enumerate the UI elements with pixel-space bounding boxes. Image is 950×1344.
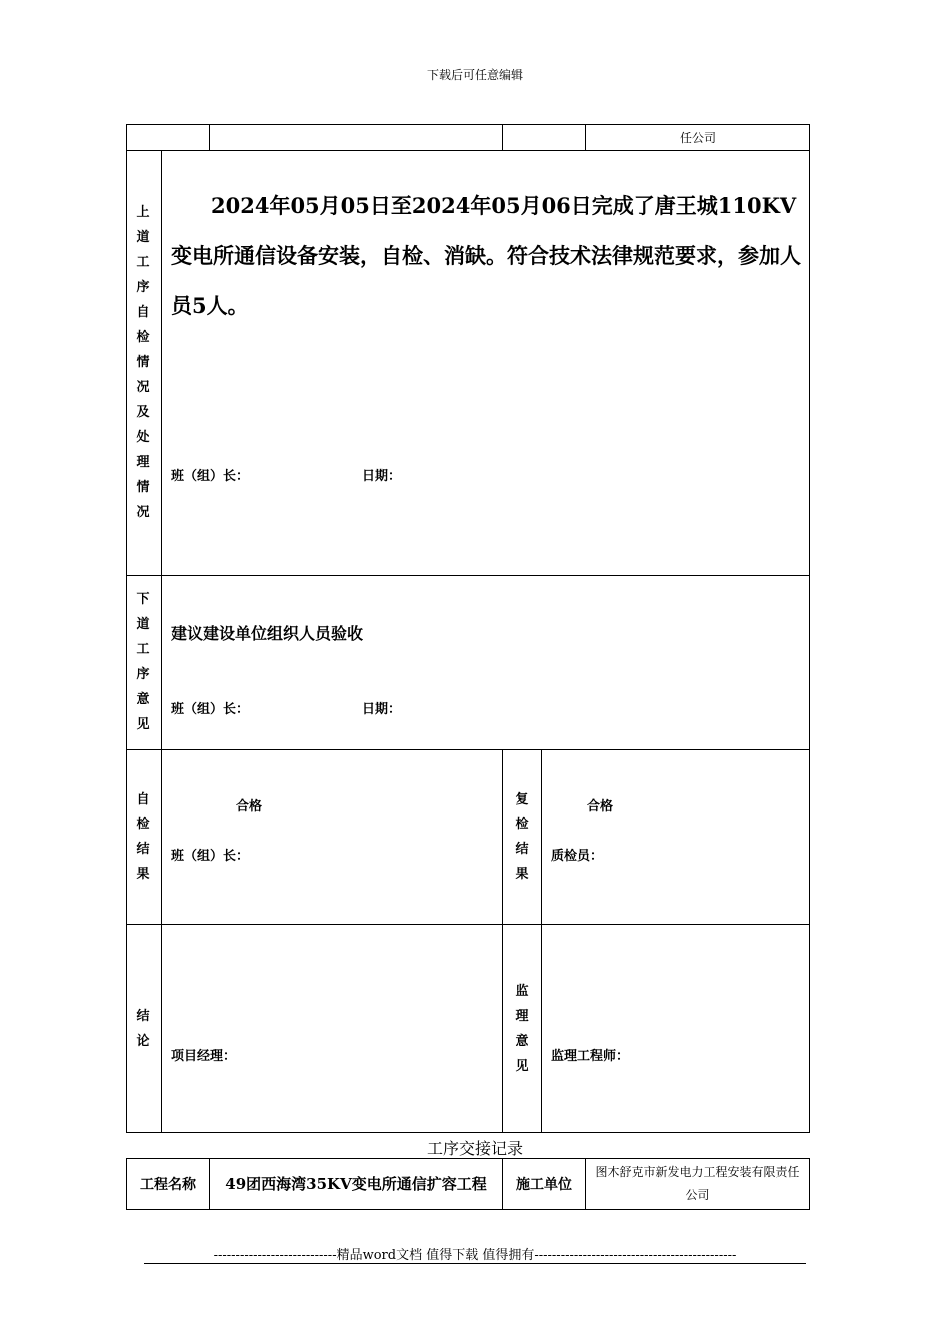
section-conclusion-label: 结论 bbox=[136, 1009, 150, 1049]
section-next-date-label: 日期： bbox=[362, 702, 402, 717]
section-prev-leader-label: 班（组）长： bbox=[171, 469, 250, 484]
section-next-body: 建议建设单位组织人员验收 bbox=[171, 624, 364, 643]
footer-text: ----------------------------精品word文档 值得下载 值得拥有---------------------------------------------- bbox=[213, 1248, 737, 1263]
construction-unit-value: 图木舒克市新发电力工程安装有限责任公司 bbox=[595, 1165, 800, 1202]
section-recheck-result: 合格 bbox=[587, 799, 614, 814]
section-next-label: 下道工序意见 bbox=[136, 592, 150, 732]
page-header-note: 下载后可任意编辑 bbox=[426, 68, 523, 82]
section-inspector-label: 质检员： bbox=[551, 849, 604, 864]
section-recheck-label: 复检结果 bbox=[515, 792, 529, 882]
section-self-result: 合格 bbox=[236, 799, 263, 814]
construction-unit-label: 施工单位 bbox=[516, 1177, 572, 1193]
section-supervision-label: 监理意见 bbox=[515, 984, 529, 1074]
project-name-label: 工程名称 bbox=[140, 1177, 196, 1193]
top-row-company-tail: 任公司 bbox=[679, 131, 716, 145]
section-prev-date-label: 日期： bbox=[362, 469, 402, 484]
section-next-leader-label: 班（组）长： bbox=[171, 702, 250, 717]
footer-rule bbox=[144, 1263, 806, 1264]
section-engineer-label: 监理工程师： bbox=[551, 1049, 630, 1064]
record-title: 工序交接记录 bbox=[426, 1139, 523, 1158]
section-self-label: 自检结果 bbox=[136, 792, 150, 882]
project-name-value: 49团西海湾35KV变电所通信扩容工程 bbox=[225, 1174, 487, 1193]
section-prev-body: 2024年05月05日至2024年05月06日完成了唐王城110KV变电所通信设备安装，自检、消缺。符合技术法律规范要求，参加人员5人。 bbox=[171, 193, 801, 318]
section-manager-label: 项目经理： bbox=[171, 1049, 237, 1064]
section-self-leader-label: 班（组）长： bbox=[171, 849, 250, 864]
section-prev-label: 上道工序自检情况及处理情况 bbox=[136, 205, 150, 520]
